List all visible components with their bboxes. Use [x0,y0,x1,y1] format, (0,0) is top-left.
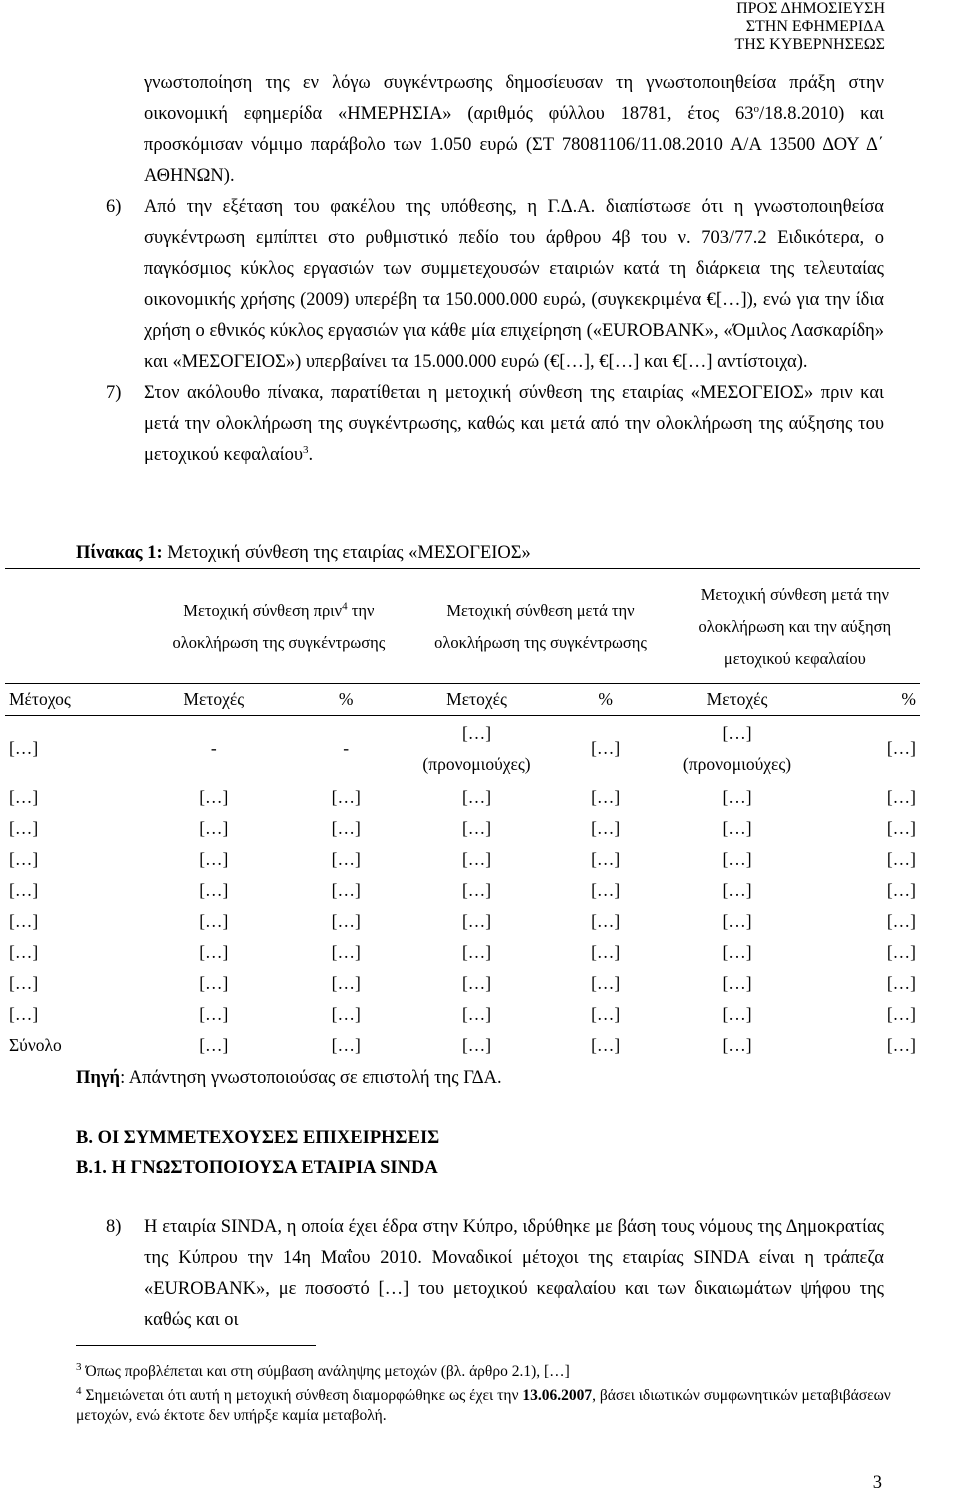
table-cell: […] [591,817,621,838]
footnote-4-text-b: , βάσει ιδιωτικών συμφωνητικών μεταβιβάσεων μετοχών, ενώ έκτοτε δεν υπήρξε καμία μεταβολή. [76,1387,891,1424]
table-cell: […] [331,786,361,807]
table-total-row [5,1030,920,1061]
table-row [5,716,920,782]
paragraph-6 [106,192,884,378]
table-cell: […] [591,786,621,807]
table-cell: […] [9,879,39,900]
table-cell: […] [722,1003,752,1024]
table-cell: […] [9,738,39,759]
table-row [5,875,920,906]
table-source [76,1066,502,1090]
publication-header [585,0,885,54]
header-line-1: ΠΡΟΣ ΔΗΜΟΣΙΕΥΣΗ [736,0,885,17]
table-group-header-row [5,569,920,684]
col-pct-1: % [281,684,411,716]
table-cell: […] [461,972,492,993]
table-cell: […] [591,879,621,900]
table-cell: […] [9,910,39,931]
table-cell: […] [9,848,39,869]
table-cell: […] [199,786,229,807]
intro-sup: ο [753,102,760,115]
footnote-3-number: 3 [76,1360,82,1373]
table-cell: […] [886,738,916,759]
col-shares-3: Μετοχές [670,684,805,716]
table-cell: […] [461,848,492,869]
table-cell: […] [886,879,916,900]
table-cell: […] [722,972,752,993]
col-shares-1: Μετοχές [146,684,281,716]
table-cell: […] [461,941,492,962]
table-cell: […] [331,879,361,900]
paragraph-7-text: Στον ακόλουθο πίνακα, παρατίθεται η μετοχική σύνθεση της εταιρίας «ΜΕΣΟΓΕΙΟΣ» πριν και μετά την ολοκλήρωση της συγκέντρωσης, καθώς και μετά από την ολοκλήρωση της αύξησης του μετοχικού κεφαλαίου [144,383,884,465]
table-cell: […] [331,910,361,931]
table-cell: […] [886,941,916,962]
table-body-rows [5,782,920,1030]
paragraph-7-number: 7) [106,383,122,403]
table-cell: […] [886,1034,916,1055]
table-cell: […] [886,848,916,869]
table-cell: - [343,738,350,759]
col-pct-3: % [804,684,920,716]
table-cell: […] [591,738,621,759]
table-cell: […] [331,1034,361,1055]
paragraph-6-text: Από την εξέταση του φακέλου της υπόθεσης, η Γ.Δ.Α. διαπίστωσε ότι η γνωστοποιηθείσα συγκέντρωση εμπίπτει στο ρυθμιστικό πεδίο του άρθρου 4β του ν. 703/77.2 Ειδικότερα, ο παγκόσμιος κύκλος εργασιών των συμμετεχουσών εταιριών κατά τη διάρκεια της τελευταίας οικονομικής χρήσης (2009) υπερέβη τα 150.000.000 ευρώ, (συγκεκριμένα €[…]), ενώ για την ίδια χρήση ο εθνικός κύκλος εργασιών για κάθε μία επιχείρηση («EUROBANK», «Όμιλος Λασκαρίδη» και «ΜΕΣΟΓΕΙΟΣ») υπερβαίνει τα 15.000.000 ευρώ (€[…], €[…] και €[…] αντίστοιχα). [144,197,884,372]
table-cell: […] [199,1034,229,1055]
table-title-text: Μετοχική σύνθεση της εταιρίας «ΜΕΣΟΓΕΙΟΣ» [162,543,531,563]
table-cell: […] [199,941,229,962]
header-empty-cell [5,569,146,684]
table-title-label: Πίνακας 1: [76,543,163,563]
footnote-separator [76,1345,316,1346]
col-pct-2: % [542,684,670,716]
header-after-increase: Μετοχική σύνθεση μετά την ολοκλήρωση και την αύξηση μετοχικού κεφαλαίου [670,569,920,684]
section-b1-heading: Β.1. Η ΓΝΩΣΤΟΠΟΙΟΥΣΑ ΕΤΑΙΡΙΑ SINDA [76,1158,438,1178]
footnote-3 [76,1362,896,1382]
table-cell: […] [9,786,39,807]
table-cell: […] [9,941,39,962]
table-cell: […] [331,848,361,869]
header-line-3: ΤΗΣ ΚΥΒΕΡΝΗΣΕΩΣ [734,36,885,53]
table-cell: […] [199,1003,229,1024]
table-cell: […] [591,910,621,931]
paragraph-8-text: Η εταιρία SINDA, η οποία έχει έδρα στην Κύπρο, ιδρύθηκε με βάση τους νόμους της Δημοκρατίας της Κύπρου την 14η Μαΐου 2010. Μοναδικοί μέτοχοι της εταιρίας SINDA είναι η τράπεζα «EUROBANK», με ποσοστό […] του μετοχικού κεφαλαίου και των δικαιωμάτων ψήφου της καθώς και οι [144,1217,884,1330]
footnote-4-text-a: Σημειώνεται ότι αυτή η μετοχική σύνθεση διαμορφώθηκε ως έχει την [85,1387,523,1404]
table-cell: […] [9,1003,39,1024]
table-cell: […] [461,817,492,838]
header-before [146,569,411,684]
table-cell: […] [591,972,621,993]
table-row [5,968,920,999]
table-cell: […] [591,941,621,962]
table-cell: […] (προνομιούχες) [682,722,792,774]
paragraph-7 [106,378,884,471]
footnote-4-number: 4 [76,1384,82,1397]
header-before-text: Μετοχική σύνθεση πριν [183,601,343,620]
paragraph-8-number: 8) [106,1217,122,1237]
table-cell: […] [199,910,229,931]
table-cell: […] [722,1034,752,1055]
table-row [5,844,920,875]
table-row [5,937,920,968]
table-row [5,782,920,813]
table-row [5,999,920,1030]
table-cell: […] [591,848,621,869]
table-cell: […] [722,848,752,869]
table-cell: […] [461,1034,492,1055]
header-after: Μετοχική σύνθεση μετά την ολοκλήρωση της συγκέντρωσης [411,569,669,684]
footnote-ref-4: 4 [342,600,348,613]
table-cell: […] [199,848,229,869]
table-cell: […] [461,879,492,900]
table-cell: […] [199,817,229,838]
page-number: 3 [872,1473,882,1493]
table-row [5,813,920,844]
table-cell: […] [331,941,361,962]
table-cell: […] [461,910,492,931]
table-cell: […] [199,972,229,993]
table-cell: […] [722,879,752,900]
intro-text-2: /18.8.2010) και προσκόμισαν νόμιμο παράβολο των 1.050 ευρώ (ΣΤ 78081106/11.08.2010 Α/Α 13500 ΔΟΥ Δ΄ ΑΘΗΝΩΝ). [144,104,884,186]
table-cell: […] [886,972,916,993]
table-cell: […] [886,1003,916,1024]
col-holder: Μέτοχος [5,684,146,716]
paragraph-8 [106,1212,884,1336]
table-cell: […] [722,817,752,838]
table-cell: […] [886,910,916,931]
table-cell: […] [461,786,492,807]
table-cell: - [210,738,217,759]
table-cell: […] [461,1003,492,1024]
table-cell: […] [9,972,39,993]
paragraph-6-number: 6) [106,197,122,217]
total-label: Σύνολο [9,1034,62,1055]
col-shares-2: Μετοχές [411,684,541,716]
intro-text-1: γνωστοποίηση της εν λόγω συγκέντρωσης δημοσίευσαν τη γνωστοποιηθείσα πράξη στην οικονομική εφημερίδα «ΗΜΕΡΗΣΙΑ» (αριθμός φύλλου 18781, έτος 63 [144,73,884,124]
header-before-text-b: την ολοκλήρωση της συγκέντρωσης [172,601,386,652]
table-cell: […] (προνομιούχες) [422,722,531,774]
table-cell: […] [886,817,916,838]
table-cell: […] [9,817,39,838]
table-cell: […] [591,1003,621,1024]
footnote-ref-3: 3 [303,443,309,456]
body-text [106,68,884,471]
shareholding-table [5,568,920,1061]
table-cell: […] [331,817,361,838]
section-b-heading: Β. ΟΙ ΣΥΜΜΕΤΕΧΟΥΣΕΣ ΕΠΙΧΕΙΡΗΣΕΙΣ [76,1128,440,1148]
table-title [76,540,896,566]
table-row [5,906,920,937]
table-column-header-row [5,684,920,716]
table-cell: […] [331,972,361,993]
footnote-4 [76,1386,896,1426]
source-text: : Απάντηση γνωστοποιούσας σε επιστολή της ΓΔΑ. [120,1068,502,1088]
footnote-4-date: 13.06.2007 [522,1387,593,1404]
table-cell: […] [331,1003,361,1024]
footnote-3-text: Όπως προβλέπεται και στη σύμβαση ανάληψης μετοχών (βλ. άρθρο 2.1), […] [85,1363,570,1380]
table-cell: […] [722,786,752,807]
table-cell: […] [722,910,752,931]
table-cell: […] [591,1034,621,1055]
source-label: Πηγή [76,1068,121,1088]
paragraph-7-end: . [308,445,314,465]
table-cell: […] [886,786,916,807]
table-cell: […] [199,879,229,900]
table-cell: […] [722,941,752,962]
intro-paragraph [144,68,884,192]
header-line-2: ΣΤΗΝ ΕΦΗΜΕΡΙΔΑ [745,18,885,35]
